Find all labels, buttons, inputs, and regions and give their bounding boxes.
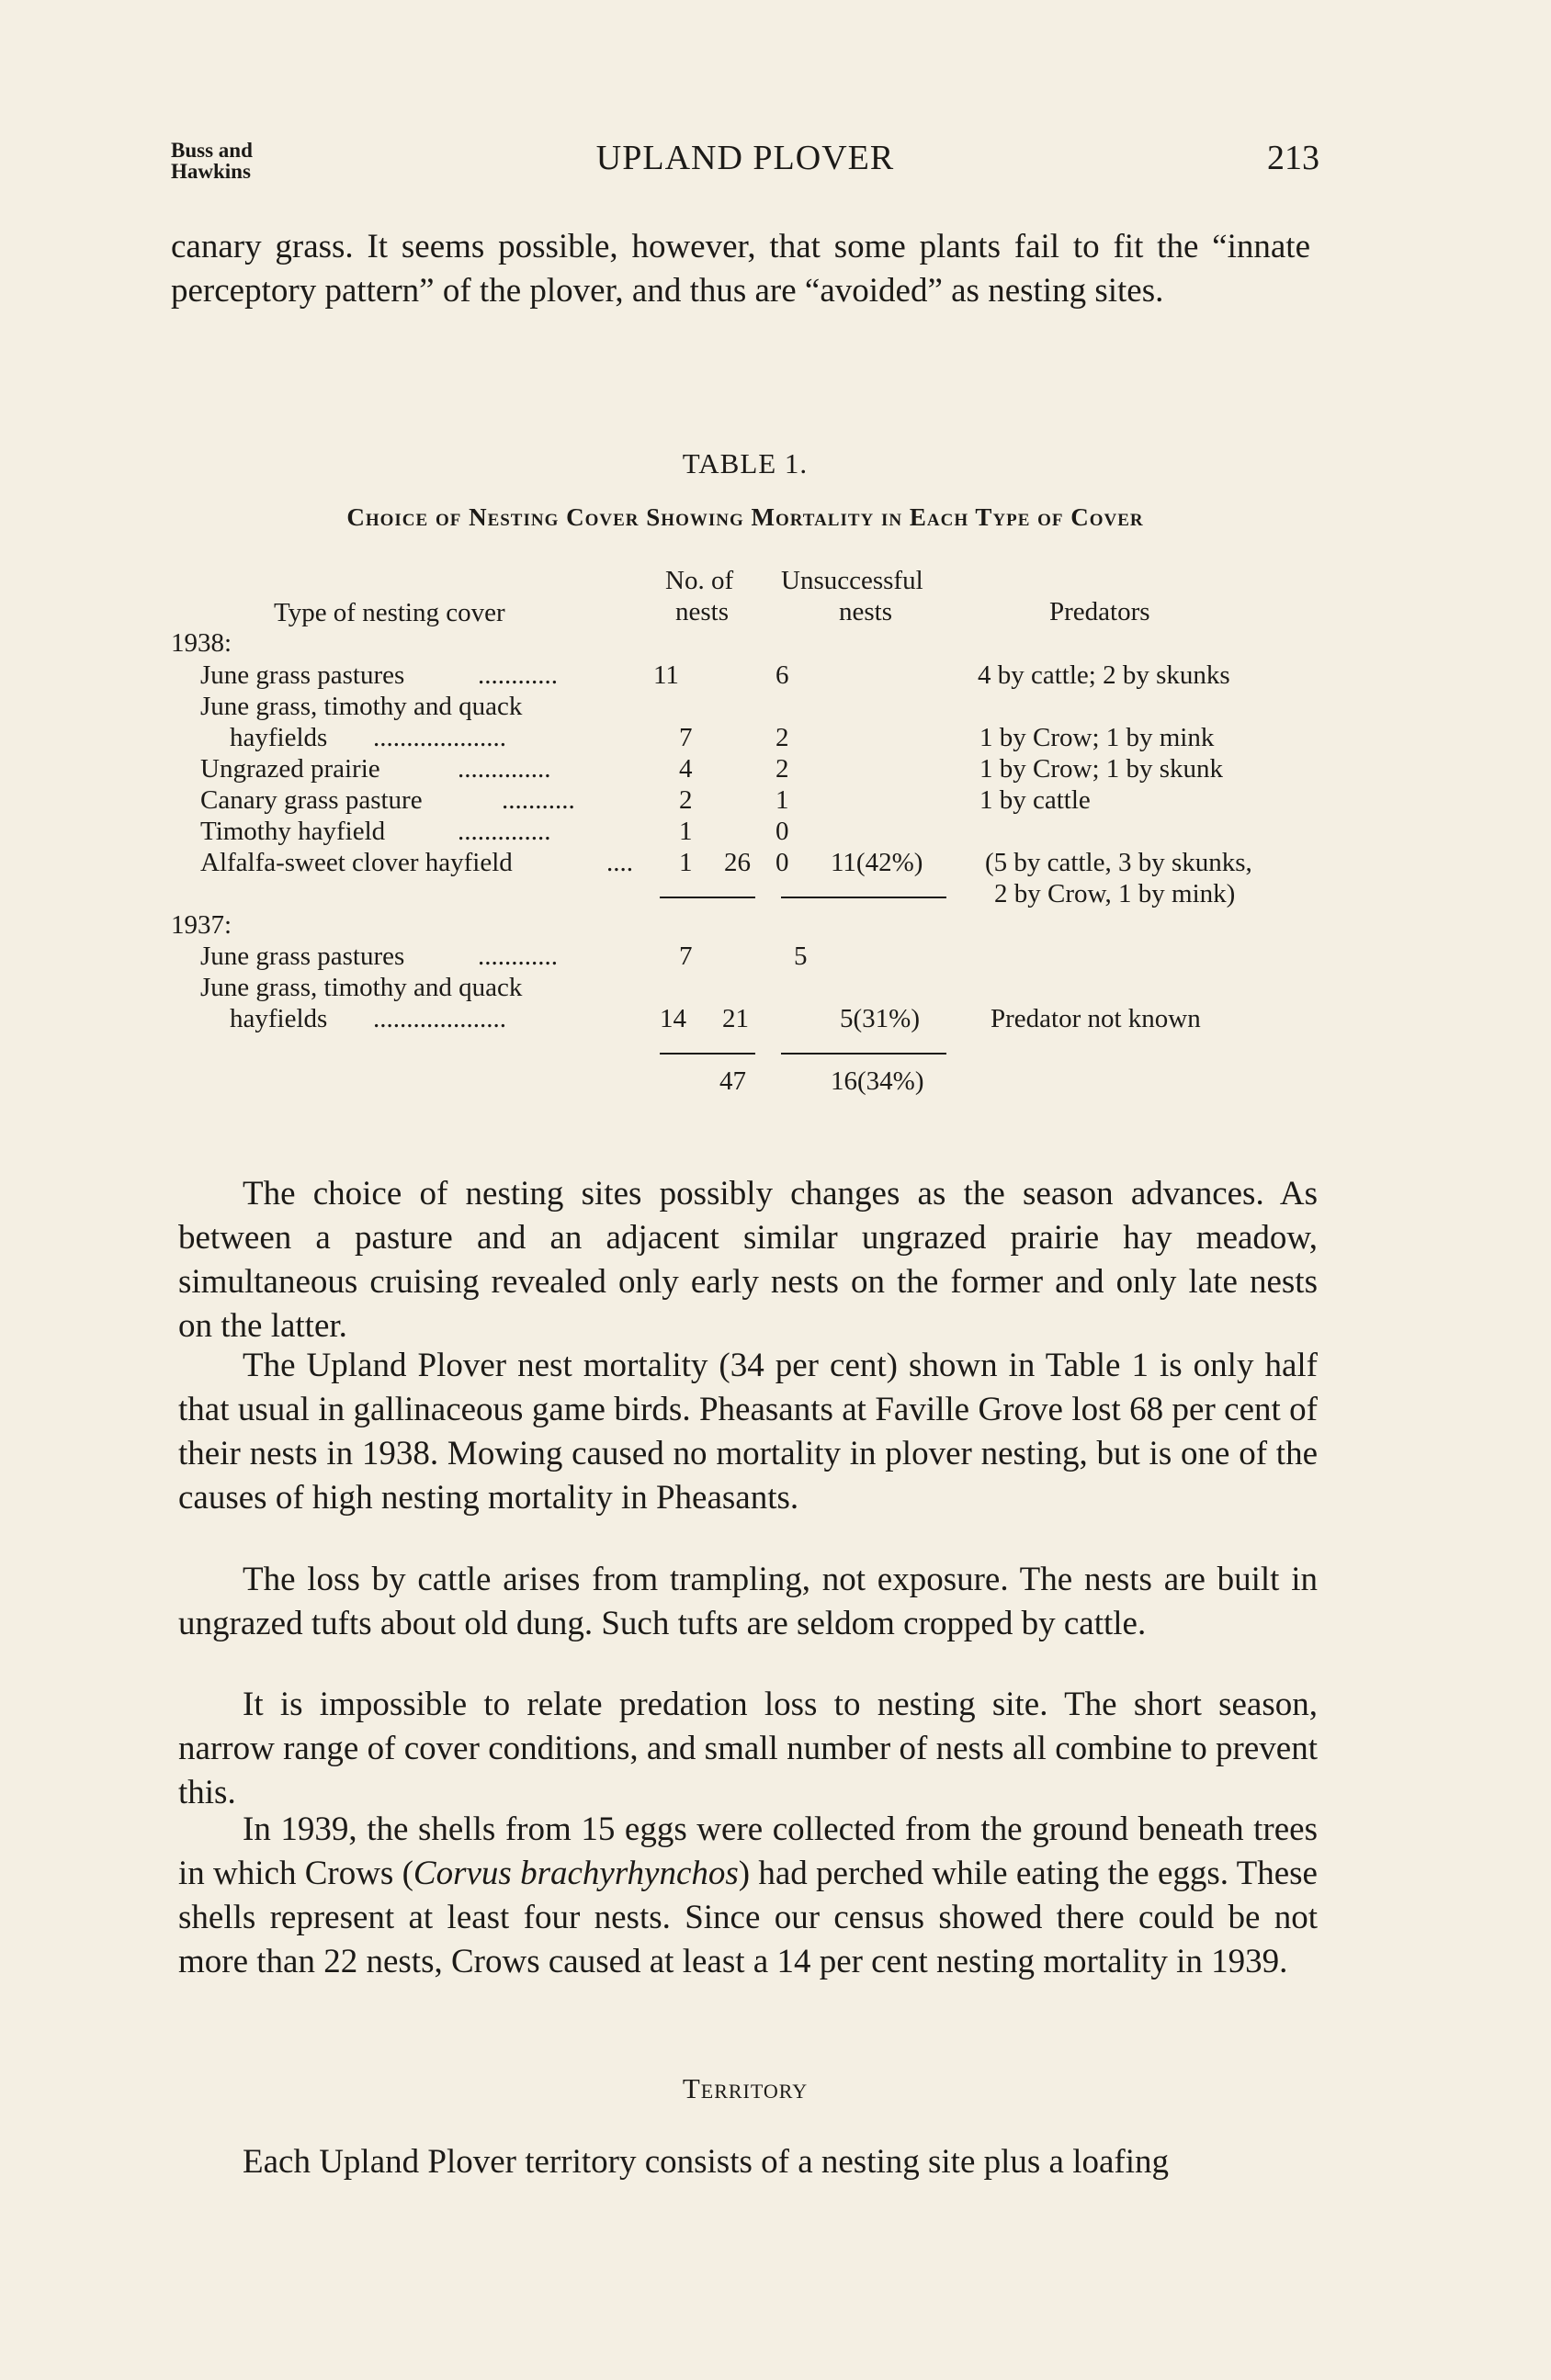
- author-line-1: Buss and: [171, 139, 253, 162]
- leader-dots: ..............: [458, 754, 551, 784]
- cell-nests: 2: [679, 785, 693, 815]
- leader-dots: ....................: [373, 1004, 506, 1033]
- species-name: Corvus brachyrhynchos: [413, 1855, 739, 1892]
- grand-total-unsuccessful: 16(34%): [831, 1066, 924, 1096]
- crow-text-before: In 1939, the shells from 15 eggs were collected from the ground beneath trees in which Crows (: [178, 1810, 1318, 1892]
- table-caption: TABLE 1.: [682, 447, 809, 479]
- cell-unsuccessful: 2: [776, 754, 789, 784]
- header-type: Type of nesting cover: [274, 598, 505, 627]
- year-1938: 1938:: [171, 628, 232, 658]
- cell-subtotal: 26: [724, 848, 751, 877]
- header-unsuccessful-1: Unsuccessful: [781, 566, 923, 595]
- total-rule-unsuccessful: [781, 1053, 946, 1055]
- subtotal-rule-unsuccessful: [781, 897, 946, 898]
- leader-dots: ...........: [502, 785, 575, 815]
- body-paragraph: The Upland Plover nest mortality (34 per cent) shown in Table 1 is only half that usual in gallinaceous game birds. Pheasants at Faville Grove lost 68 per cent of their nests in 1938. Mowing caused no mortality in plover nesting, but is one of the causes of high nesting mortality in Pheasants.: [178, 1347, 1318, 1517]
- table-row-label: June grass, timothy and quack: [200, 973, 523, 1002]
- running-head-title: UPLAND PLOVER: [595, 139, 895, 177]
- nesting-cover-table: [171, 565, 1329, 1116]
- table-row-label: Alfalfa-sweet clover hayfield: [200, 848, 513, 877]
- cell-unsuccessful: 5: [794, 942, 808, 971]
- cell-subtotal: 21: [722, 1004, 749, 1033]
- crow-paragraph: [178, 1808, 1318, 1984]
- table-row-label: Canary grass pasture: [200, 785, 423, 815]
- cell-unsuccessful: 1: [776, 785, 789, 815]
- body-paragraph: The choice of nesting sites possibly changes as the season advances. As between a pasture and an adjacent similar ungrazed prairie hay meadow, simultaneous cruising revealed only early nests on the former and only late nests on the latter.: [178, 1175, 1318, 1345]
- table-subcaption: Choice of Nesting Cover Showing Mortality in Each Type of Cover: [346, 503, 1144, 531]
- table-row-label: June grass pastures: [200, 660, 405, 690]
- intro-paragraph: canary grass. It seems possible, however, that some plants fail to fit the “innate perceptory pattern” of the plover, and thus are “avoided” as nesting sites.: [171, 228, 1310, 310]
- cell-unsuccessful: 2: [776, 723, 789, 752]
- header-predators: Predators: [1049, 597, 1150, 626]
- cell-unsuccessful: 0: [776, 848, 789, 877]
- cell-predators: Predator not known: [991, 1004, 1201, 1033]
- cell-nests: 7: [679, 723, 693, 752]
- cell-predators: 4 by cattle; 2 by skunks: [978, 660, 1230, 690]
- total-rule-nests: [660, 1053, 755, 1055]
- table-row-label: June grass pastures: [200, 942, 405, 971]
- body-paragraph: The loss by cattle arises from trampling, not exposure. The nests are built in ungrazed tufts about old dung. Such tufts are seldom cropped by cattle.: [178, 1561, 1318, 1642]
- cell-nests: 1: [679, 817, 693, 846]
- author-line-2: Hawkins: [171, 160, 251, 183]
- leader-dots: ............: [478, 660, 558, 690]
- table-row-label: June grass, timothy and quack: [200, 692, 523, 721]
- header-nests-2: nests: [675, 597, 729, 626]
- cell-nests: 4: [679, 754, 693, 784]
- cell-unsuccessful: 0: [776, 817, 789, 846]
- cell-nests: 14: [660, 1004, 686, 1033]
- subtotal-rule-nests: [660, 897, 755, 898]
- cell-nests: 7: [679, 942, 693, 971]
- leader-dots: ..............: [458, 817, 551, 846]
- cell-unsuccessful: 6: [776, 660, 789, 690]
- cell-predators: (5 by cattle, 3 by skunks,: [985, 848, 1252, 877]
- grand-total-nests: 47: [719, 1066, 746, 1096]
- section-heading-territory: Territory: [682, 2072, 809, 2104]
- running-head: [171, 138, 1319, 193]
- header-nests-1: No. of: [665, 566, 734, 595]
- cell-unsuccessful-total: 5(31%): [840, 1004, 920, 1033]
- table-row-label: Timothy hayfield: [200, 817, 386, 846]
- crow-text-after: ) had perched while eating the eggs. These shells represent at least four nests. Since our census showed there could be not more than 22 nests, Crows caused at least a 14 per cent nesting mortality in 1939.: [178, 1855, 1318, 1980]
- cell-predators: 1 by Crow; 1 by mink: [979, 723, 1215, 752]
- table-row-label: hayfields: [230, 1004, 328, 1033]
- leader-dots: ....: [606, 848, 633, 877]
- year-1937: 1937:: [171, 910, 232, 940]
- leader-dots: ............: [478, 942, 558, 971]
- cell-unsuccessful-total: 11(42%): [831, 848, 923, 877]
- cell-nests: 11: [653, 660, 679, 690]
- table-row-label: Ungrazed prairie: [200, 754, 380, 784]
- body-paragraph: It is impossible to relate predation loss to nesting site. The short season, narrow range of cover conditions, and small number of nests all combine to prevent this.: [178, 1686, 1318, 1811]
- table-row-label: hayfields: [230, 723, 328, 752]
- cell-nests: 1: [679, 848, 693, 877]
- cell-predators: 1 by cattle: [979, 785, 1091, 815]
- cell-predators-line2: 2 by Crow, 1 by mink): [994, 879, 1236, 908]
- final-paragraph: Each Upland Plover territory consists of a nesting site plus a loafing: [243, 2143, 1170, 2181]
- header-unsuccessful-2: nests: [839, 597, 892, 626]
- leader-dots: ....................: [373, 723, 506, 752]
- cell-predators: 1 by Crow; 1 by skunk: [979, 754, 1224, 784]
- page-number: 213: [1267, 139, 1319, 177]
